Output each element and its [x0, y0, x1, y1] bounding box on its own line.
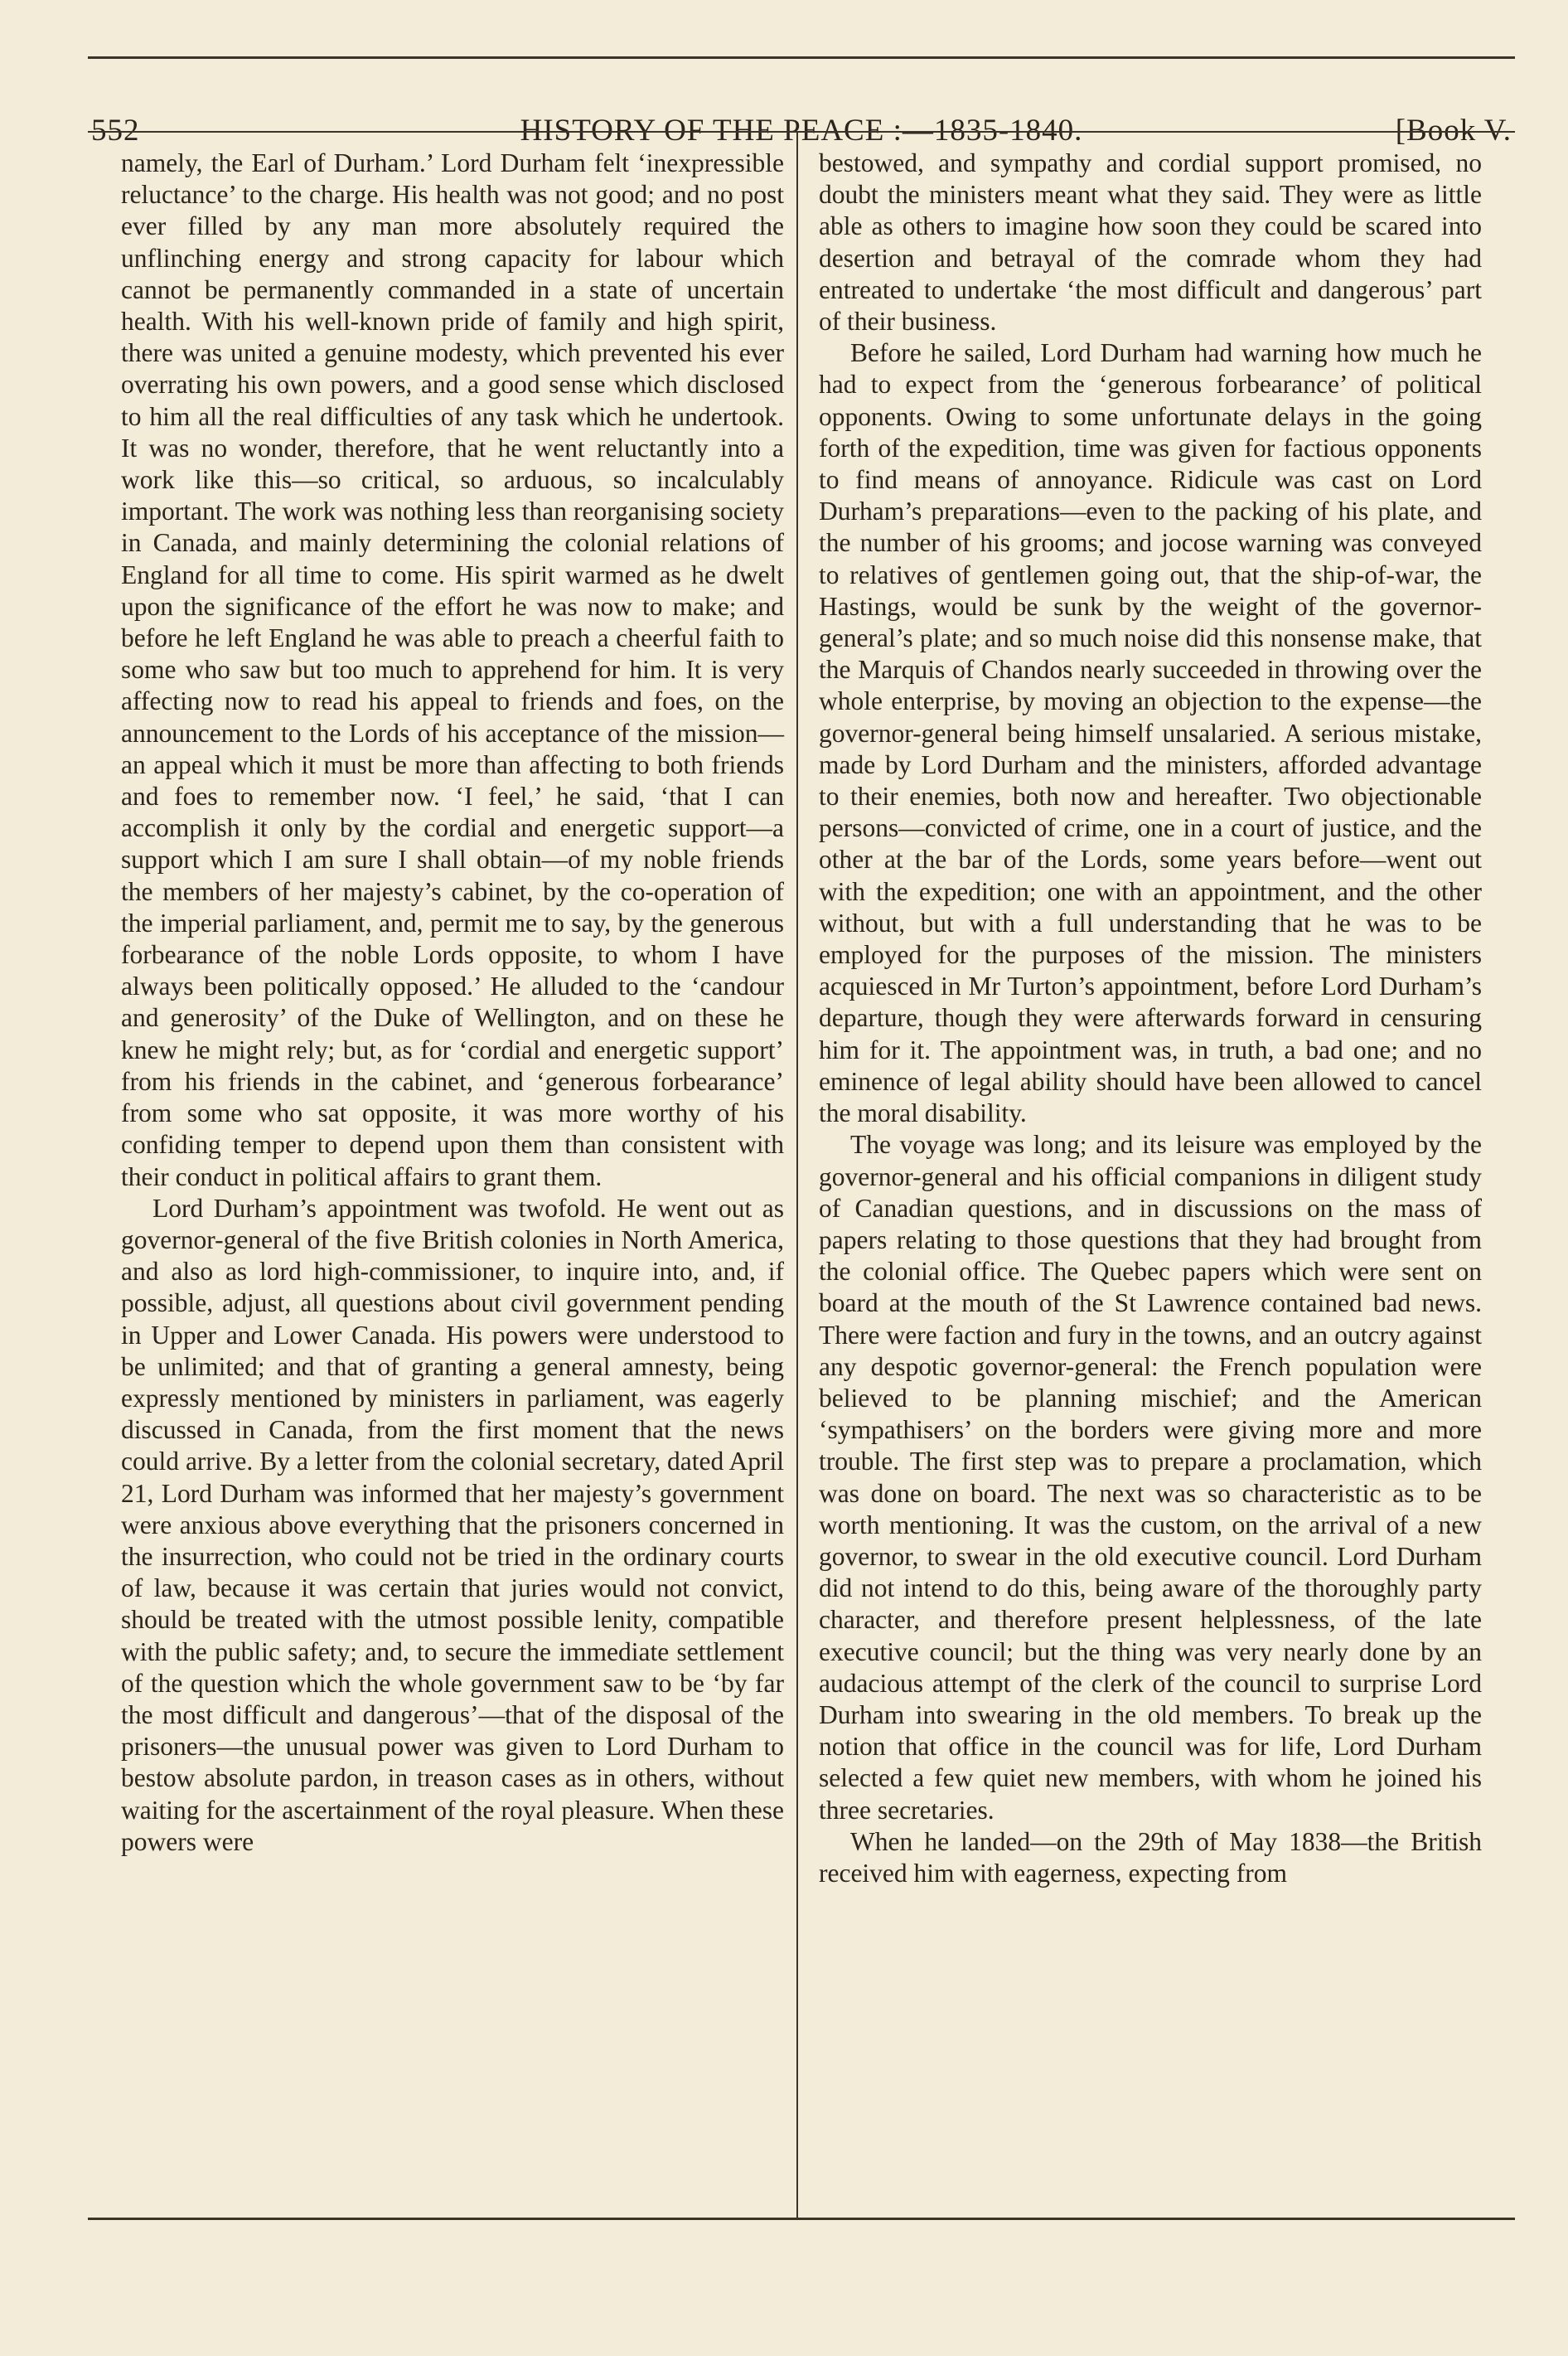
paragraph: The voyage was long; and its leisure was employed by the governor-general and his official companions in diligent study of Canadian questions, and in discussions on the mass of papers relating to those questions that they had brought from the colonial office. The Quebec papers which were sent on board at the mouth of the St Lawrence contained bad news. There were faction and fury in the towns, and an outcry against any despotic governor-general: the French population were believed to be planning mischief; and the American ‘sympathisers’ on the borders were giving more and more trouble. The first step was to prepare a proclamation, which was done on board. The next was so characteristic as to be worth mentioning. It was the custom, on the arrival of a new governor, to swear in the old executive council. Lord Durham did not intend to do this, being aware of the thoroughly party character, and therefore present helplessness, of the late executive council; but the thing was very nearly done by an audacious attempt of the clerk of the council to surprise Lord Durham into swearing in the old members. To break up the notion that office in the council was for life, Lord Durham selected a few quiet new members, with whom he joined his three secretaries. — [819, 1130, 1482, 1825]
book-page — [88, 56, 1515, 2261]
top-rule — [88, 56, 1515, 59]
bottom-rule — [88, 2218, 1515, 2220]
book-label: [Book V. — [1395, 114, 1512, 148]
running-title: HISTORY OF THE PEACE :—1835-1840. — [520, 114, 1083, 148]
right-column — [819, 148, 1482, 1889]
running-header — [88, 81, 1515, 148]
header-rule — [88, 131, 1515, 133]
column-divider — [796, 133, 798, 2218]
paragraph: When he landed—on the 29th of May 1838—the British received him with eagerness, expecting from — [819, 1826, 1482, 1888]
page-number: 552 — [91, 114, 140, 148]
left-column — [121, 148, 784, 1858]
paragraph: Lord Durham’s appointment was twofold. He went out as governor-general of the five British colonies in North America, and also as lord high-commissioner, to inquire into, and, if possible, adjust, all questions about civil government pending in Upper and Lower Canada. His powers were understood to be unlimited; and that of granting a general amnesty, being expressly mentioned by ministers in parliament, was eagerly discussed in Canada, from the first moment that the news could arrive. By a letter from the colonial secretary, dated April 21, Lord Durham was informed that her majesty’s government were anxious above everything that the prisoners concerned in the insurrection, who could not be tried in the ordinary courts of law, because it was certain that juries would not convict, should be treated with the utmost possible lenity, compatible with the public safety; and, to secure the immediate settlement of the question which the whole government saw to be ‘by far the most difficult and dangerous’—that of the disposal of the prisoners—the unusual power was given to Lord Durham to bestow absolute pardon, in treason cases as in others, without waiting for the ascertainment of the royal pleasure. When these powers were — [121, 1193, 784, 1856]
paragraph: bestowed, and sympathy and cordial support promised, no doubt the ministers meant what they said. They were as little able as others to imagine how soon they could be scared into desertion and betrayal of the comrade whom they had entreated to undertake ‘the most difficult and dangerous’ part of their business. — [819, 148, 1482, 337]
paragraph: namely, the Earl of Durham.’ Lord Durham felt ‘inexpressible reluctance’ to the charge. His health was not good; and no post ever filled by any man more absolutely required the unflinching energy and strong capacity for labour which cannot be permanently commanded in a state of uncertain health. With his well-known pride of family and high spirit, there was united a genuine modesty, which prevented his ever overrating his own powers, and a good sense which disclosed to him all the real difficulties of any task which he undertook. It was no wonder, therefore, that he went reluctantly into a work like this—so critical, so arduous, so incalculably important. The work was nothing less than reorganising society in Canada, and mainly determining the colonial relations of England for all time to come. His spirit warmed as he dwelt upon the significance of the effort he was now to make; and before he left England he was able to preach a cheerful faith to some who saw but too much to apprehend for him. It is very affecting now to read his appeal to friends and foes, on the announcement to the Lords of his acceptance of the mission—an appeal which it must be more than affecting to both friends and foes to remember now. ‘I feel,’ he said, ‘that I can accomplish it only by the cordial and energetic support—a support which I am sure I shall obtain—of my noble friends the members of her majesty’s cabinet, by the co-operation of the imperial parliament, and, permit me to say, by the generous forbearance of the noble Lords opposite, to whom I have always been politically opposed.’ He alluded to the ‘candour and generosity’ of the Duke of Wellington, and on these he knew he might rely; but, as for ‘cordial and energetic support’ from his friends in the cabinet, and ‘generous forbearance’ from some who sat opposite, it was more worthy of his confiding temper to depend upon them than consistent with their conduct in political affairs to grant them. — [121, 148, 784, 1191]
paragraph: Before he sailed, Lord Durham had warning how much he had to expect from the ‘generous forbearance’ of political opponents. Owing to some unfortunate delays in the going forth of the expedition, time was given for factious opponents to find means of annoyance. Ridicule was cast on Lord Durham’s preparations—even to the packing of his plate, and the number of his grooms; and jocose warning was conveyed to relatives of gentlemen going out, that the ship-of-war, the Hastings, would be sunk by the weight of the governor-general’s plate; and so much noise did this nonsense make, that the Marquis of Chandos nearly succeeded in throwing over the whole enterprise, by moving an objection to the expense—the governor-general being himself unsalaried. A serious mistake, made by Lord Durham and the ministers, afforded advantage to their enemies, both now and hereafter. Two objectionable persons—convicted of crime, one in a court of justice, and the other at the bar of the Lords, some years before—went out with the expedition; one with an appointment, and the other without, but with a full understanding that he was to be employed for the purposes of the mission. The ministers acquiesced in Mr Turton’s appointment, before Lord Durham’s departure, though they were afterwards forward in censuring him for it. The appointment was, in truth, a bad one; and no eminence of legal ability should have been allowed to cancel the moral disability. — [819, 338, 1482, 1128]
